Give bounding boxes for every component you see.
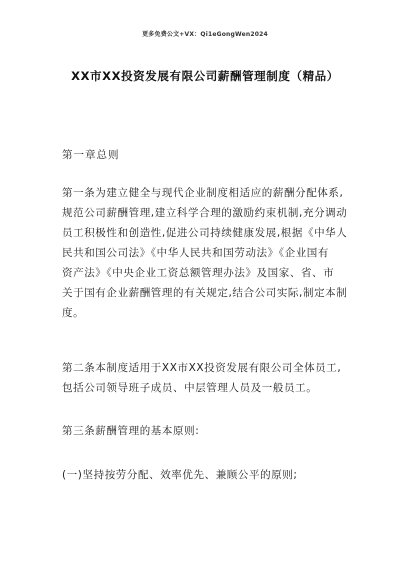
chapter-heading: 第一章总则 bbox=[62, 149, 120, 161]
article-2-line: 第二条本制度适用于XX市XX投资发展有限公司全体员工, bbox=[62, 362, 342, 374]
principle-1-line: (一)坚持按劳分配、效率优先、兼顾公平的原则; bbox=[62, 469, 298, 481]
article-2-line: 包括公司领导班子成员、中层管理人员及一般员工。 bbox=[62, 382, 318, 394]
article-3-line: 第三条薪酬管理的基本原则: bbox=[62, 425, 200, 437]
article-2 bbox=[62, 358, 352, 398]
article-1 bbox=[62, 183, 352, 323]
article-1-line: 员工积极性和创造性,促进公司持续健康发展,根据《中华人 bbox=[62, 227, 348, 239]
article-1-line: 关于国有企业薪酬管理的有关规定,结合公司实际,制定本制 bbox=[62, 287, 348, 299]
article-1-line: 第一条为建立健全与现代企业制度相适应的薪酬分配体系, bbox=[62, 187, 344, 199]
article-3 bbox=[62, 421, 352, 441]
article-1-line: 度。 bbox=[62, 307, 85, 319]
article-1-line: 规范公司薪酬管理,建立科学合理的激励约束机制,充分调动 bbox=[62, 207, 348, 219]
article-1-line: 资产法》《中央企业工资总额管理办法》及国家、省、市 bbox=[62, 267, 335, 279]
header-note: 更多免费公文+VX：Qi1eGongWen2024 bbox=[142, 31, 268, 38]
principle-1 bbox=[62, 465, 352, 485]
article-1-line: 民共和国公司法》《中华人民共和国劳动法》《企业国有 bbox=[62, 247, 329, 259]
document-title: XX市XX投资发展有限公司薪酬管理制度（精品） bbox=[71, 69, 339, 83]
